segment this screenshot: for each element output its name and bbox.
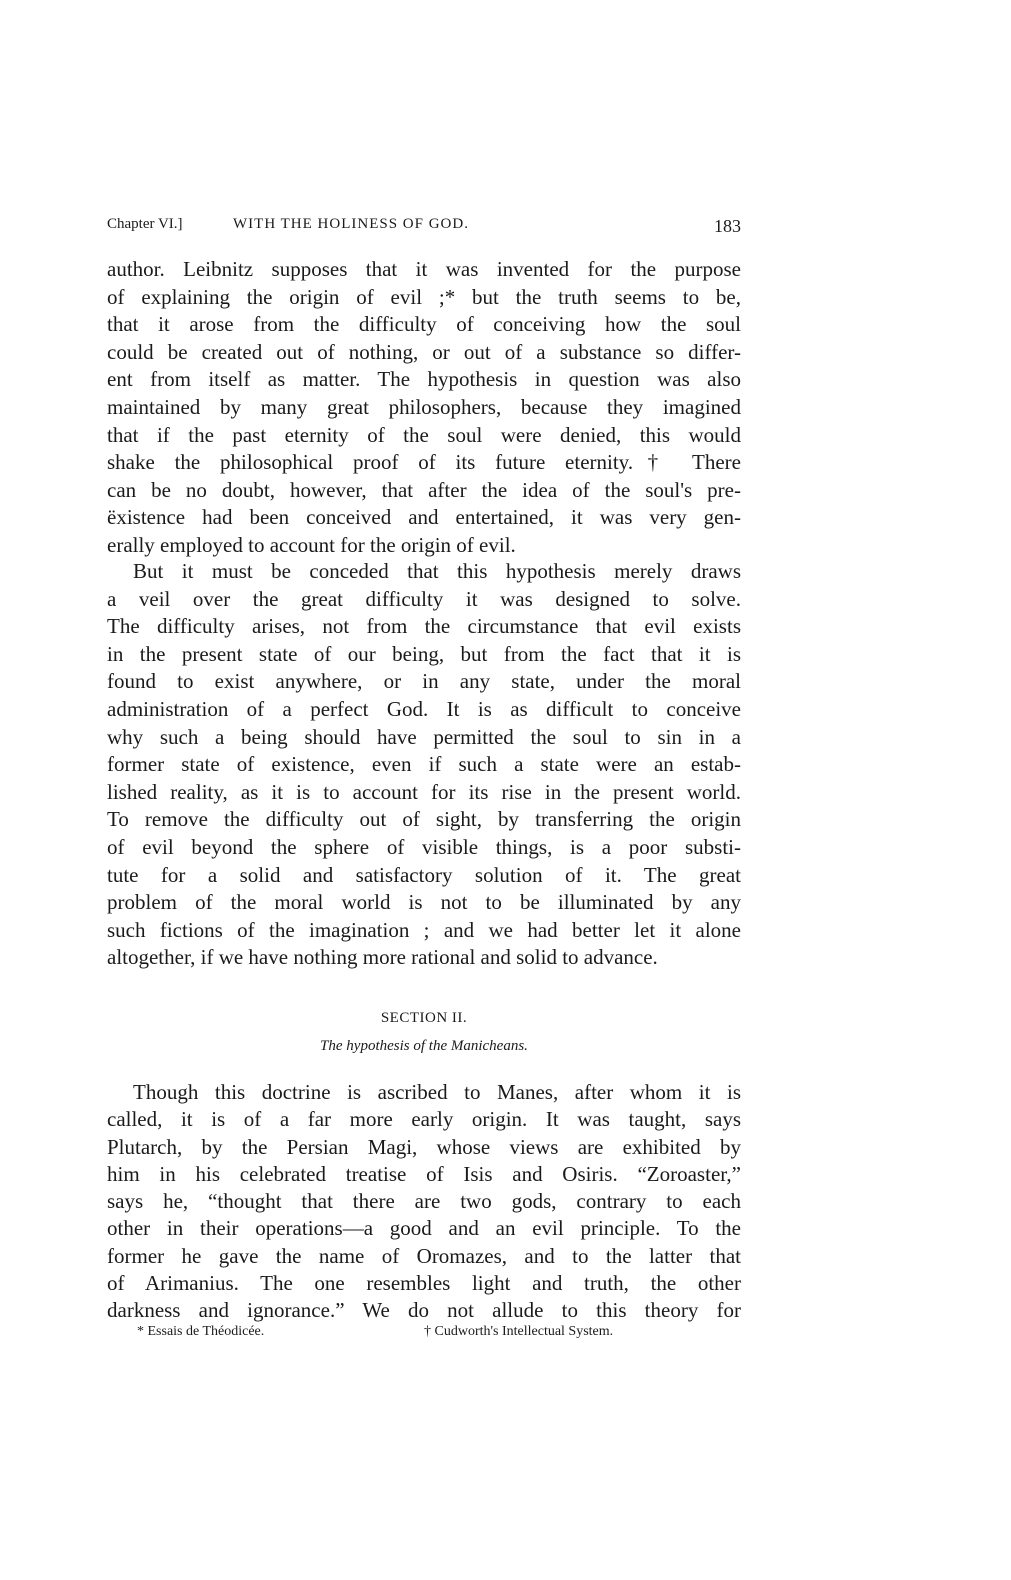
text-line: ëxistence had been conceived and entertained, it was very gen- <box>107 505 741 530</box>
text-line: him in his celebrated treatise of Isis and Osiris. “Zoroaster,” <box>107 1161 741 1186</box>
text-line: lished reality, as it is to account for its rise in the present world. <box>107 779 741 804</box>
text-line: author. Leibnitz supposes that it was invented for the purpose <box>107 257 741 281</box>
text-line: found to exist anywhere, or in any state, under the moral <box>107 669 741 694</box>
text-line: could be created out of nothing, or out of a substance so differ- <box>107 339 741 364</box>
section-heading: SECTION II. <box>380 1010 468 1026</box>
text-line: The difficulty arises, not from the circumstance that evil exists <box>107 614 741 639</box>
text-line: why such a being should have permitted the soul to sin in a <box>107 724 741 749</box>
page-number: 183 <box>714 216 741 236</box>
text-line: Plutarch, by the Persian Magi, whose views are exhibited by <box>107 1134 741 1159</box>
text-line: other in their operations—a good and an evil principle. To the <box>107 1216 741 1241</box>
text-line: Though this doctrine is ascribed to Manes, after whom it is <box>133 1080 741 1104</box>
text-line: called, it is of a far more early origin. It was taught, says <box>107 1107 741 1132</box>
text-line: problem of the moral world is not to be illuminated by any <box>107 890 741 915</box>
text-line: that if the past eternity of the soul were denied, this would <box>107 422 741 447</box>
text-line: says he, “thought that there are two gods, contrary to each <box>107 1189 741 1214</box>
footnote-1: * Essais de Théodicée. <box>137 1324 265 1339</box>
text-line: tute for a solid and satisfactory solution of it. The great <box>107 862 741 887</box>
text-line: shake the philosophical proof of its future eternity.† There <box>107 450 741 475</box>
text-line: erally employed to account for the origin of evil. <box>107 532 516 557</box>
text-line: altogether, if we have nothing more rational and solid to advance. <box>107 945 658 970</box>
text-line: a veil over the great difficulty it was designed to solve. <box>107 586 741 611</box>
text-line: of explaining the origin of evil ;* but the truth seems to be, <box>107 284 741 309</box>
text-line: such fictions of the imagination ; and we had better let it alone <box>107 917 741 942</box>
text-line: former he gave the name of Oromazes, and to the latter that <box>107 1243 741 1268</box>
text-line: that it arose from the difficulty of conceiving how the soul <box>107 312 741 337</box>
text-line: can be no doubt, however, that after the idea of the soul's pre- <box>107 477 741 502</box>
text-line: maintained by many great philosophers, because they imagined <box>107 394 741 419</box>
paragraph-3 <box>107 1079 741 1325</box>
paragraph-1 <box>107 256 741 560</box>
text-line: To remove the difficulty out of sight, by transferring the origin <box>107 807 741 832</box>
text-line: of Arimanius. The one resembles light and truth, the other <box>107 1271 741 1296</box>
running-header <box>107 216 741 242</box>
text-line: of evil beyond the sphere of visible things, is a poor substi- <box>107 834 741 859</box>
text-line: ent from itself as matter. The hypothesis in question was also <box>107 367 741 392</box>
text-line: former state of existence, even if such a state were an estab- <box>107 752 741 777</box>
text-line: But it must be conceded that this hypothesis merely draws <box>133 559 741 583</box>
running-title: WITH THE HOLINESS OF GOD. <box>233 216 469 232</box>
text-line: in the present state of our being, but from the fact that it is <box>107 641 741 666</box>
paragraph-2 <box>107 558 741 972</box>
section-subtitle: The hypothesis of the Manicheans. <box>320 1038 528 1054</box>
text-line: administration of a perfect God. It is as difficult to conceive <box>107 696 741 721</box>
text-line: darkness and ignorance.” We do not allude to this theory for <box>107 1298 741 1323</box>
chapter-label: Chapter VI.] <box>107 216 183 232</box>
footnote-2: † Cudworth's Intellectual System. <box>424 1324 614 1339</box>
